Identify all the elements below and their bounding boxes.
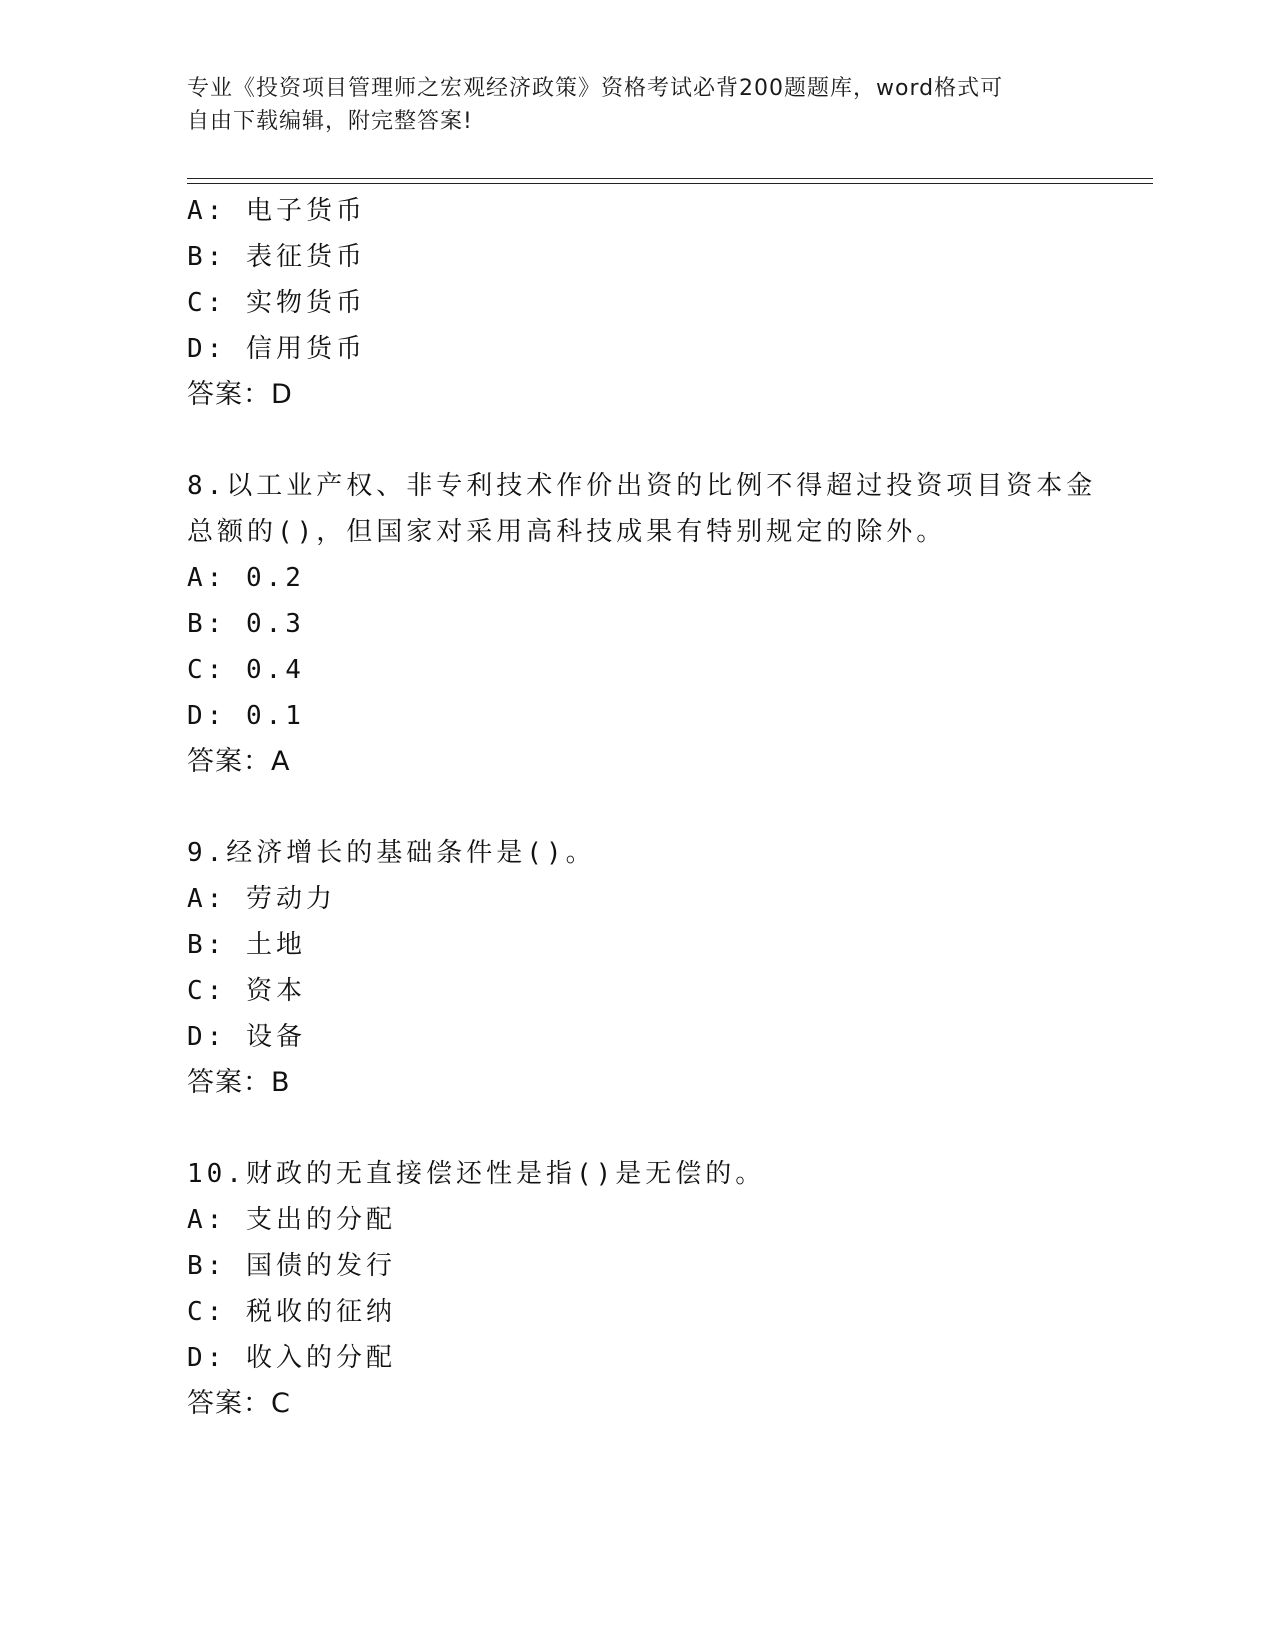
option-b: B: 0.3 [187,609,305,639]
option-d: D: 设备 [187,1022,306,1052]
question-stem-continued: 总额的()，但国家对采用高科技成果有特别规定的除外。 [187,517,947,547]
header-line-2: 自由下载编辑，附完整答案! [187,109,473,134]
answer-label: 答案：D [187,379,293,410]
question-10 [187,1151,1087,1427]
question-stem: 10.财政的无直接偿还性是指()是无偿的。 [187,1159,766,1189]
option-b: B: 国债的发行 [187,1251,396,1281]
answer-label: 答案：B [187,1067,291,1098]
header-divider-bottom [187,183,1153,184]
question-stem: 9.经济增长的基础条件是()。 [187,838,596,868]
option-a: A: 电子货币 [187,196,366,226]
document-header [187,72,1087,138]
header-line-1: 专业《投资项目管理师之宏观经济政策》资格考试必背200题题库，word格式可 [187,76,1004,101]
option-d: D: 收入的分配 [187,1343,396,1373]
option-d: D: 信用货币 [187,334,366,364]
answer-label: 答案：A [187,746,291,777]
option-c: C: 税收的征纳 [187,1297,396,1327]
option-d: D: 0.1 [187,701,305,731]
option-c: C: 0.4 [187,655,305,685]
question-7 [187,188,1087,418]
option-a: A: 劳动力 [187,884,336,914]
question-list [187,188,1097,1427]
option-b: B: 表征货币 [187,242,366,272]
question-8 [187,463,1097,785]
question-stem: 8.以工业产权、非专利技术作价出资的比例不得超过投资项目资本金 [187,471,1097,501]
header-divider-top [187,178,1153,179]
option-c: C: 资本 [187,976,306,1006]
answer-label: 答案：C [187,1388,291,1419]
question-9 [187,830,1087,1106]
option-a: A: 支出的分配 [187,1205,396,1235]
option-b: B: 土地 [187,930,306,960]
option-c: C: 实物货币 [187,288,366,318]
option-a: A: 0.2 [187,563,305,593]
